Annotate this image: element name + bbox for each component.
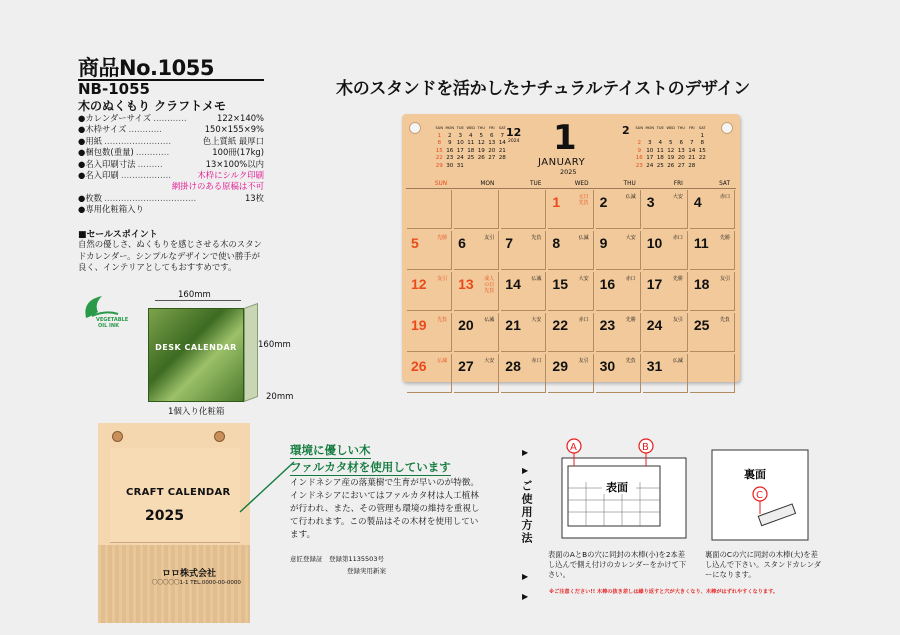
spec-key: ● 木枠サイズ	[78, 124, 127, 135]
veg-logo-line2: OIL INK	[98, 323, 119, 329]
day-cell	[407, 272, 452, 311]
weekday-header	[406, 179, 736, 189]
rokuyo: 先勝	[625, 317, 636, 323]
mini-prev-year: 2024	[508, 139, 520, 144]
day-cell	[643, 313, 688, 352]
mini-day	[655, 133, 666, 141]
spec-leader: ………	[137, 158, 163, 169]
rokuyo: 友引	[484, 235, 495, 241]
day-cell	[548, 231, 593, 270]
headline: 木のスタンドを活かしたナチュラルテイストのデザイン	[336, 79, 750, 99]
hanging-hole	[409, 122, 421, 134]
mini-day: 6	[489, 132, 494, 139]
mini-day: 26	[477, 155, 485, 162]
day-number: 6	[458, 235, 466, 251]
day-cell	[454, 313, 499, 352]
mini-day: 27	[677, 162, 685, 169]
day-number: 11	[693, 235, 709, 251]
rokuyo: 大安	[531, 317, 542, 323]
mini-day: 23	[446, 155, 454, 162]
rokuyo: 仏滅	[672, 358, 683, 364]
mini-day	[476, 163, 487, 171]
mini-day: 17	[646, 155, 654, 162]
rokuyo: 赤口	[719, 194, 730, 200]
mini-day: 2	[447, 132, 452, 139]
mini-day: 16	[446, 147, 454, 154]
mini-day: 12	[477, 140, 485, 147]
spec-key: ● 梱包数(重量)	[78, 147, 134, 158]
mini-day: 11	[467, 140, 475, 147]
day-cell	[454, 190, 499, 229]
rokuyo: 先負	[719, 317, 730, 323]
marker-c: C	[756, 490, 763, 501]
day-cell	[596, 313, 641, 352]
mini-day: 21	[688, 155, 696, 162]
wood-peg	[214, 431, 225, 442]
day-number: 12	[411, 276, 427, 292]
spec-leader: …………	[135, 147, 170, 158]
mini-day: 7	[689, 140, 694, 147]
mini-weekday: THU	[477, 126, 486, 130]
day-number: 31	[646, 358, 663, 374]
mini-day: 10	[646, 147, 654, 154]
mini-day: 29	[435, 162, 443, 169]
mini-week-row	[634, 155, 708, 163]
spec-value: 13×100%以内	[205, 158, 264, 169]
spec-row	[78, 193, 264, 204]
mini-header-row	[634, 125, 708, 133]
rokuyo: 友引	[719, 276, 730, 282]
day-number: 28	[505, 358, 521, 374]
mini-day: 1	[700, 132, 705, 139]
rokuyo: 先勝	[719, 235, 730, 241]
day-cell	[643, 272, 688, 311]
day-number: 26	[411, 358, 427, 374]
back-label: 裏面	[744, 468, 766, 481]
mini-day: 12	[667, 147, 675, 154]
mini-day: 16	[635, 155, 643, 162]
usage-front-text: 表面のAとBの穴に同封の木棒(小)を2本差し込んで側え付けのカレンダーをかけて下さい。	[548, 550, 687, 579]
mini-weekday: WED	[466, 126, 476, 130]
mini-week-row	[434, 148, 508, 156]
day-number: 23	[599, 317, 616, 333]
rokuyo: 友引	[672, 317, 683, 323]
utility-model: 登録実用新案	[347, 567, 386, 575]
day-cell	[407, 354, 452, 393]
mini-weekday: SUN	[435, 126, 444, 130]
day-cell	[454, 354, 499, 393]
mini-week-row	[634, 133, 708, 141]
month-year: 2025	[560, 168, 577, 176]
mini-day: 1	[437, 132, 442, 139]
usage-back-text: 裏面のCの穴に同封の木棒(大)を差し込んで下さい。スタンドカレンダーになります。	[705, 550, 822, 579]
hanging-hole	[721, 122, 733, 134]
day-cell	[407, 190, 452, 229]
spec-key: ● 名入印刷寸法	[78, 159, 136, 170]
craft-company: ロロ株式会社	[162, 569, 217, 579]
mini-day: 22	[435, 155, 443, 162]
day-cell	[690, 231, 735, 270]
mini-day: 28	[498, 155, 506, 162]
spec-key: ● 用紙	[78, 136, 102, 147]
day-number: 29	[552, 358, 568, 374]
spec-key: ● カレンダーサイズ	[78, 113, 151, 124]
spec-row	[78, 159, 264, 170]
rokuyo: 大安	[484, 358, 495, 364]
weekday-label: SAT	[719, 181, 730, 187]
week-row	[406, 230, 736, 271]
spec-value: 122×140%	[217, 113, 264, 123]
day-number: 24	[646, 317, 663, 333]
spec-leader: ……………………………	[104, 192, 197, 203]
day-number: 9	[599, 235, 608, 251]
mini-day	[676, 133, 687, 141]
mini-day: 9	[637, 147, 642, 154]
mini-weekday: SUN	[635, 126, 644, 130]
mini-day: 17	[456, 147, 464, 154]
product-number: 商品No.1055	[78, 56, 214, 80]
mini-calendar-prev	[434, 125, 508, 171]
day-number: 13	[458, 276, 474, 292]
mini-day: 9	[447, 140, 452, 147]
mini-day	[697, 163, 708, 171]
callout-line	[238, 460, 298, 515]
mini-day: 18	[656, 155, 664, 162]
day-cell	[690, 354, 735, 393]
rokuyo: 仏滅	[437, 358, 448, 364]
day-number: 18	[693, 276, 710, 292]
rokuyo: 先負	[531, 235, 542, 241]
usage-title: ご使用方法	[520, 480, 533, 545]
day-number: 1	[552, 194, 561, 210]
mini-day: 20	[677, 155, 685, 162]
eco-heading-2: ファルカタ材を使用しています	[290, 460, 451, 474]
day-number: 16	[599, 276, 616, 292]
back-diagram	[710, 448, 810, 544]
rokuyo: 成人の日 先負	[484, 276, 495, 294]
mini-day	[634, 133, 645, 141]
day-number: 17	[646, 276, 663, 292]
craft-year: 2025	[145, 508, 184, 524]
product-code: NB-1055	[78, 80, 150, 98]
mini-day: 8	[700, 140, 705, 147]
mini-day: 18	[467, 147, 475, 154]
rokuyo: 先負	[437, 317, 448, 323]
mini-weekday: MON	[645, 126, 655, 130]
mini-day: 15	[435, 147, 443, 154]
spec-row	[78, 136, 264, 147]
mini-week-row	[634, 140, 708, 148]
mini-prev-month: 12	[506, 126, 522, 139]
mini-week-row	[434, 163, 508, 171]
day-number: 27	[458, 358, 474, 374]
mini-weekday: SAT	[698, 126, 706, 130]
day-cell	[407, 231, 452, 270]
vegetable-oil-ink-logo	[78, 290, 130, 330]
weekday-label: WED	[574, 181, 589, 187]
wood-peg	[112, 431, 123, 442]
mini-week-row	[634, 148, 708, 156]
box-height: 160mm	[258, 340, 291, 350]
eco-heading-1: 環境に優しい木	[290, 443, 371, 457]
spec-value: 13枚	[244, 192, 264, 203]
rokuyo: 友引	[578, 358, 589, 364]
mini-day	[687, 133, 698, 141]
spec-leader: ………………	[120, 170, 172, 180]
marker-b: B	[642, 442, 649, 453]
mini-day: 4	[658, 140, 663, 147]
day-number: 30	[599, 358, 616, 374]
spec-leader: …………	[153, 113, 187, 123]
front-label: 表面	[606, 481, 628, 494]
month-name: JANUARY	[538, 157, 586, 168]
mini-day: 13	[677, 147, 685, 154]
day-number: 4	[693, 194, 702, 210]
week-row	[406, 353, 736, 394]
weekday-label: MON	[480, 181, 495, 187]
spec-row	[78, 181, 264, 192]
mini-day: 19	[667, 155, 675, 162]
box-depth: 20mm	[266, 392, 294, 402]
mini-week-row	[634, 163, 708, 171]
weekday-label: TUE	[529, 181, 542, 187]
spec-leader: ……………………	[104, 135, 172, 146]
day-cell	[407, 313, 452, 352]
spec-row	[78, 204, 264, 215]
rokuyo: 先勝	[672, 276, 683, 282]
day-number: 14	[505, 276, 521, 292]
spec-leader	[144, 204, 264, 215]
mini-day: 3	[647, 140, 652, 147]
mini-day	[645, 133, 656, 141]
mini-day: 6	[679, 140, 684, 147]
box-side	[244, 303, 258, 402]
day-cell	[548, 272, 593, 311]
rokuyo: 大安	[672, 194, 683, 200]
mini-week-row	[434, 155, 508, 163]
rokuyo: 赤口	[625, 276, 636, 282]
rokuyo: 赤口	[672, 235, 683, 241]
mini-day: 4	[468, 132, 473, 139]
mini-weekday: SAT	[498, 126, 506, 130]
day-cell	[454, 231, 499, 270]
mini-day: 10	[456, 140, 464, 147]
box-caption: 1個入り化粧箱	[168, 407, 225, 417]
mini-day: 22	[698, 155, 706, 162]
mini-day: 5	[479, 132, 484, 139]
mini-day	[666, 133, 677, 141]
caution-text: ※ご注意ください!! 木棒の抜き差しは繰り返すと穴が大きくなり、木棒がはずれやすくなります。	[549, 589, 779, 595]
mini-day: 8	[437, 140, 442, 147]
mini-weekday: TUE	[456, 126, 464, 130]
day-cell	[596, 231, 641, 270]
day-number: 15	[552, 276, 568, 292]
mini-day: 30	[446, 162, 454, 169]
mini-week-row	[434, 140, 508, 148]
mini-weekday: THU	[677, 126, 686, 130]
mini-day	[487, 163, 498, 171]
product-name: 木のぬくもり クラフトメモ	[78, 99, 227, 113]
weekday-label: THU	[623, 181, 636, 187]
eco-text: インドネシア産の落葉樹で生育が早いのが特徴。インドネシアにおいてはファルカタ材は人工植林が行われ、また、その管理も環境の維持を重視して行われます。この製品はその木材を使用しています。	[290, 478, 480, 540]
mini-day: 15	[698, 147, 706, 154]
day-cell	[548, 313, 593, 352]
rokuyo: 仏滅	[531, 276, 542, 282]
spec-value: 100冊(17kg)	[212, 147, 264, 158]
mini-day	[497, 163, 508, 171]
mini-day: 31	[456, 162, 464, 169]
week-row	[406, 189, 736, 230]
weekday-label: FRI	[673, 181, 683, 187]
mini-day: 25	[467, 155, 475, 162]
mini-day: 14	[498, 140, 506, 147]
month-grid	[406, 179, 736, 394]
spec-value: 150×155×9%	[204, 124, 264, 135]
spec-key: ● 専用化粧箱入り	[78, 204, 144, 215]
mini-header-row	[434, 125, 508, 133]
rokuyo: 仏滅	[578, 235, 589, 241]
marker-a: A	[570, 442, 577, 453]
day-cell	[596, 190, 641, 229]
mini-day: 2	[637, 140, 642, 147]
triangle-icon: ▶	[522, 448, 529, 457]
mini-day: 13	[488, 140, 496, 147]
day-cell	[690, 272, 735, 311]
box-width: 160mm	[178, 290, 211, 300]
mini-day: 20	[488, 147, 496, 154]
mini-day: 27	[488, 155, 496, 162]
mini-day: 24	[646, 162, 654, 169]
month-number: 1	[553, 118, 577, 158]
day-number: 5	[411, 235, 419, 251]
spec-value: 木枠にシルク印刷	[197, 170, 264, 180]
day-cell	[501, 190, 546, 229]
spec-value: 色上質紙 最厚口	[202, 135, 264, 146]
mini-week-row	[434, 133, 508, 141]
rokuyo: 赤口	[531, 358, 542, 364]
day-number: 7	[505, 235, 514, 251]
day-cell	[548, 190, 593, 229]
day-cell	[690, 313, 735, 352]
day-number: 21	[505, 317, 521, 333]
week-row	[406, 312, 736, 353]
spec-key: ● 名入印刷	[78, 170, 119, 181]
mini-day: 24	[456, 155, 464, 162]
sales-heading: ■セールスポイント	[78, 230, 158, 240]
front-diagram	[560, 438, 690, 548]
mini-weekday: TUE	[656, 126, 664, 130]
weekday-label: SUN	[434, 181, 448, 187]
day-cell	[643, 190, 688, 229]
calendar-image	[402, 114, 740, 382]
day-cell	[501, 313, 546, 352]
day-number: 8	[552, 235, 561, 251]
mini-day: 23	[635, 162, 643, 169]
rokuyo: 友引	[437, 276, 448, 282]
veg-logo-line1: VEGETABLE	[96, 317, 129, 323]
mini-weekday: FRI	[488, 126, 495, 130]
mini-day: 25	[656, 162, 664, 169]
mini-day: 5	[668, 140, 673, 147]
day-cell	[548, 354, 593, 393]
triangle-icon: ▶	[522, 466, 529, 475]
mini-day: 3	[458, 132, 463, 139]
spec-leader: …………	[128, 124, 163, 135]
rokuyo: 元日 先負	[578, 194, 589, 206]
rokuyo: 仏滅	[625, 194, 636, 200]
day-cell	[596, 272, 641, 311]
spec-row	[78, 113, 264, 124]
week-row	[406, 271, 736, 312]
spec-value: 網掛けのある原稿は不可	[171, 181, 264, 192]
dimension-line	[155, 300, 241, 301]
day-number: 25	[693, 317, 710, 333]
mini-day: 26	[667, 162, 675, 169]
mini-day: 19	[477, 147, 485, 154]
mini-weekday: FRI	[688, 126, 695, 130]
mini-day: 28	[688, 162, 696, 169]
mini-day	[466, 163, 477, 171]
spec-row	[78, 170, 264, 181]
day-number: 22	[552, 317, 568, 333]
day-number: 10	[646, 235, 663, 251]
box-photo	[148, 308, 244, 402]
day-cell	[501, 231, 546, 270]
day-cell	[501, 272, 546, 311]
spec-leader	[78, 181, 172, 192]
triangle-icon: ▶	[522, 572, 529, 581]
mini-day: 7	[500, 132, 505, 139]
mini-calendar-next	[634, 125, 708, 171]
triangle-icon: ▶	[522, 592, 529, 601]
mini-next-month: 2	[622, 124, 630, 137]
mini-day: 21	[498, 147, 506, 154]
day-cell	[596, 354, 641, 393]
rokuyo: 先勝	[437, 235, 448, 241]
sales-text: 自然の優しさ、ぬくもりを感じさせる木のスタンドカレンダー。シンプルなデザインで使い勝手が良く、インテリアとしてもおすすめです。	[78, 239, 262, 272]
spec-key: ● 枚数	[78, 193, 102, 204]
rokuyo: 大安	[578, 276, 589, 282]
day-cell	[643, 231, 688, 270]
day-cell	[501, 354, 546, 393]
spec-row	[78, 124, 264, 135]
craft-title: CRAFT CALENDAR	[126, 487, 231, 498]
day-cell	[690, 190, 735, 229]
craft-address: 〇〇〇〇〇1-1 TEL.0000-00-0000	[152, 580, 241, 586]
spec-row	[78, 147, 264, 158]
day-number: 19	[411, 317, 427, 333]
day-number: 2	[599, 194, 608, 210]
rokuyo: 赤口	[578, 317, 589, 323]
day-cell	[643, 354, 688, 393]
box-label: DESK CALENDAR	[155, 343, 237, 352]
design-registration: 意匠登録証 登録第1135503号	[290, 555, 384, 563]
day-cell	[454, 272, 499, 311]
rokuyo: 大安	[625, 235, 636, 241]
day-number: 3	[646, 194, 655, 210]
mini-weekday: WED	[666, 126, 676, 130]
mini-day: 14	[688, 147, 696, 154]
rokuyo: 仏滅	[484, 317, 495, 323]
mini-day: 11	[656, 147, 664, 154]
mini-weekday: MON	[445, 126, 455, 130]
day-number: 20	[458, 317, 474, 333]
rokuyo: 先負	[625, 358, 636, 364]
